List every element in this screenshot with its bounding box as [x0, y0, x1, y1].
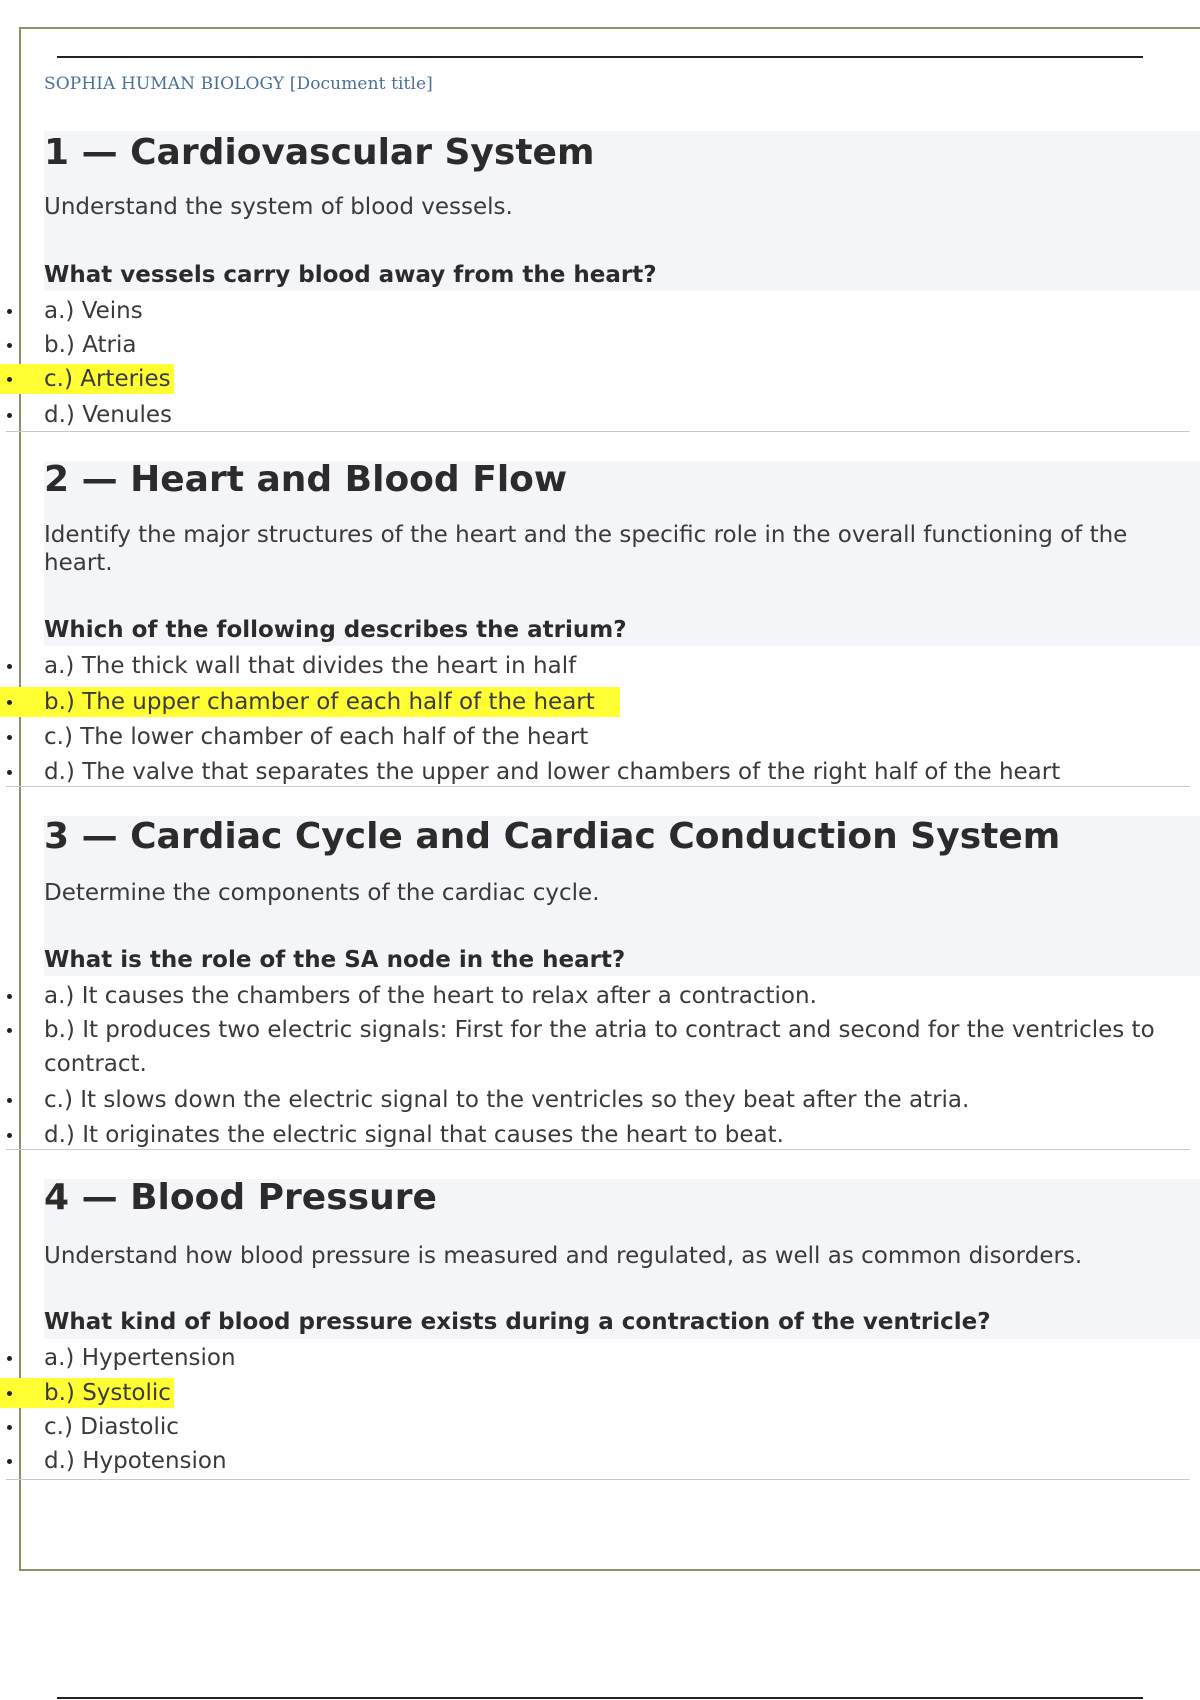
bullet-icon [7, 994, 12, 999]
section-divider [6, 1479, 1190, 1480]
answer-text: a.) The thick wall that divides the heart in half [44, 653, 577, 679]
bullet-icon [7, 735, 12, 740]
footer-rule [57, 1697, 1143, 1699]
bullet-icon [7, 343, 12, 348]
section-title: 4 — Blood Pressure [44, 1177, 437, 1218]
section-title: 2 — Heart and Blood Flow [44, 459, 568, 500]
answer-option[interactable] [0, 1013, 1190, 1081]
answer-text: d.) It originates the electric signal that causes the heart to beat. [44, 1122, 784, 1148]
answer-text: c.) Arteries [44, 366, 171, 392]
answer-text: a.) It causes the chambers of the heart to relax after a contraction. [44, 983, 817, 1009]
section-description: Understand how blood pressure is measured and regulated, as well as common disorders. [44, 1243, 1083, 1269]
header-rule-top [57, 56, 1143, 58]
bullet-icon [7, 1356, 12, 1361]
question: What vessels carry blood away from the heart? [44, 262, 657, 288]
answer-text: d.) Hypotension [44, 1448, 227, 1474]
bullet-icon [7, 1459, 12, 1464]
bullet-icon [7, 770, 12, 775]
answer-text: c.) It slows down the electric signal to the ventricles so they beat after the atria. [44, 1087, 970, 1113]
section-title: 1 — Cardiovascular System [44, 132, 595, 173]
section-divider [6, 786, 1190, 787]
section-divider [6, 431, 1190, 432]
answer-text: b.) It produces two electric signals: First for the atria to contract and second for the ventricles to contract. [44, 1017, 1155, 1077]
answer-text: b.) Atria [44, 332, 137, 358]
answer-text: a.) Hypertension [44, 1345, 236, 1371]
question: What is the role of the SA node in the heart? [44, 947, 626, 973]
bullet-icon [7, 1098, 12, 1103]
section-band-edge [19, 1151, 21, 1339]
answer-text: c.) The lower chamber of each half of the heart [44, 724, 589, 750]
question: What kind of blood pressure exists during a contraction of the ventricle? [44, 1309, 991, 1335]
bullet-icon [7, 1391, 12, 1396]
answer-text: c.) Diastolic [44, 1414, 179, 1440]
section-band-edge [19, 788, 21, 976]
answer-text: d.) The valve that separates the upper and lower chambers of the right half of the heart [44, 759, 1061, 785]
answer-text: b.) Systolic [44, 1380, 171, 1406]
section-band-edge [19, 131, 21, 291]
answer-text: b.) The upper chamber of each half of the heart [44, 689, 595, 715]
bullet-icon [7, 700, 12, 705]
section-description: Determine the components of the cardiac cycle. [44, 880, 600, 906]
section-description: Understand the system of blood vessels. [44, 194, 513, 220]
bullet-icon [7, 1028, 12, 1033]
bullet-icon [7, 1133, 12, 1138]
bullet-icon [7, 413, 12, 418]
bullet-icon [7, 1425, 12, 1430]
bullet-icon [7, 309, 12, 314]
question: Which of the following describes the atrium? [44, 617, 627, 643]
section-title: 3 — Cardiac Cycle and Cardiac Conduction System [44, 816, 1061, 857]
bullet-icon [7, 377, 12, 382]
answer-text: a.) Veins [44, 298, 143, 324]
section-description: Identify the major structures of the heart and the specific role in the overall functioning of the heart. [44, 522, 1128, 576]
section-band-edge [19, 433, 21, 646]
bullet-icon [7, 664, 12, 669]
document-title: SOPHIA HUMAN BIOLOGY [Document title] [44, 74, 433, 94]
answer-text: d.) Venules [44, 402, 172, 428]
section-divider [6, 1149, 1190, 1150]
